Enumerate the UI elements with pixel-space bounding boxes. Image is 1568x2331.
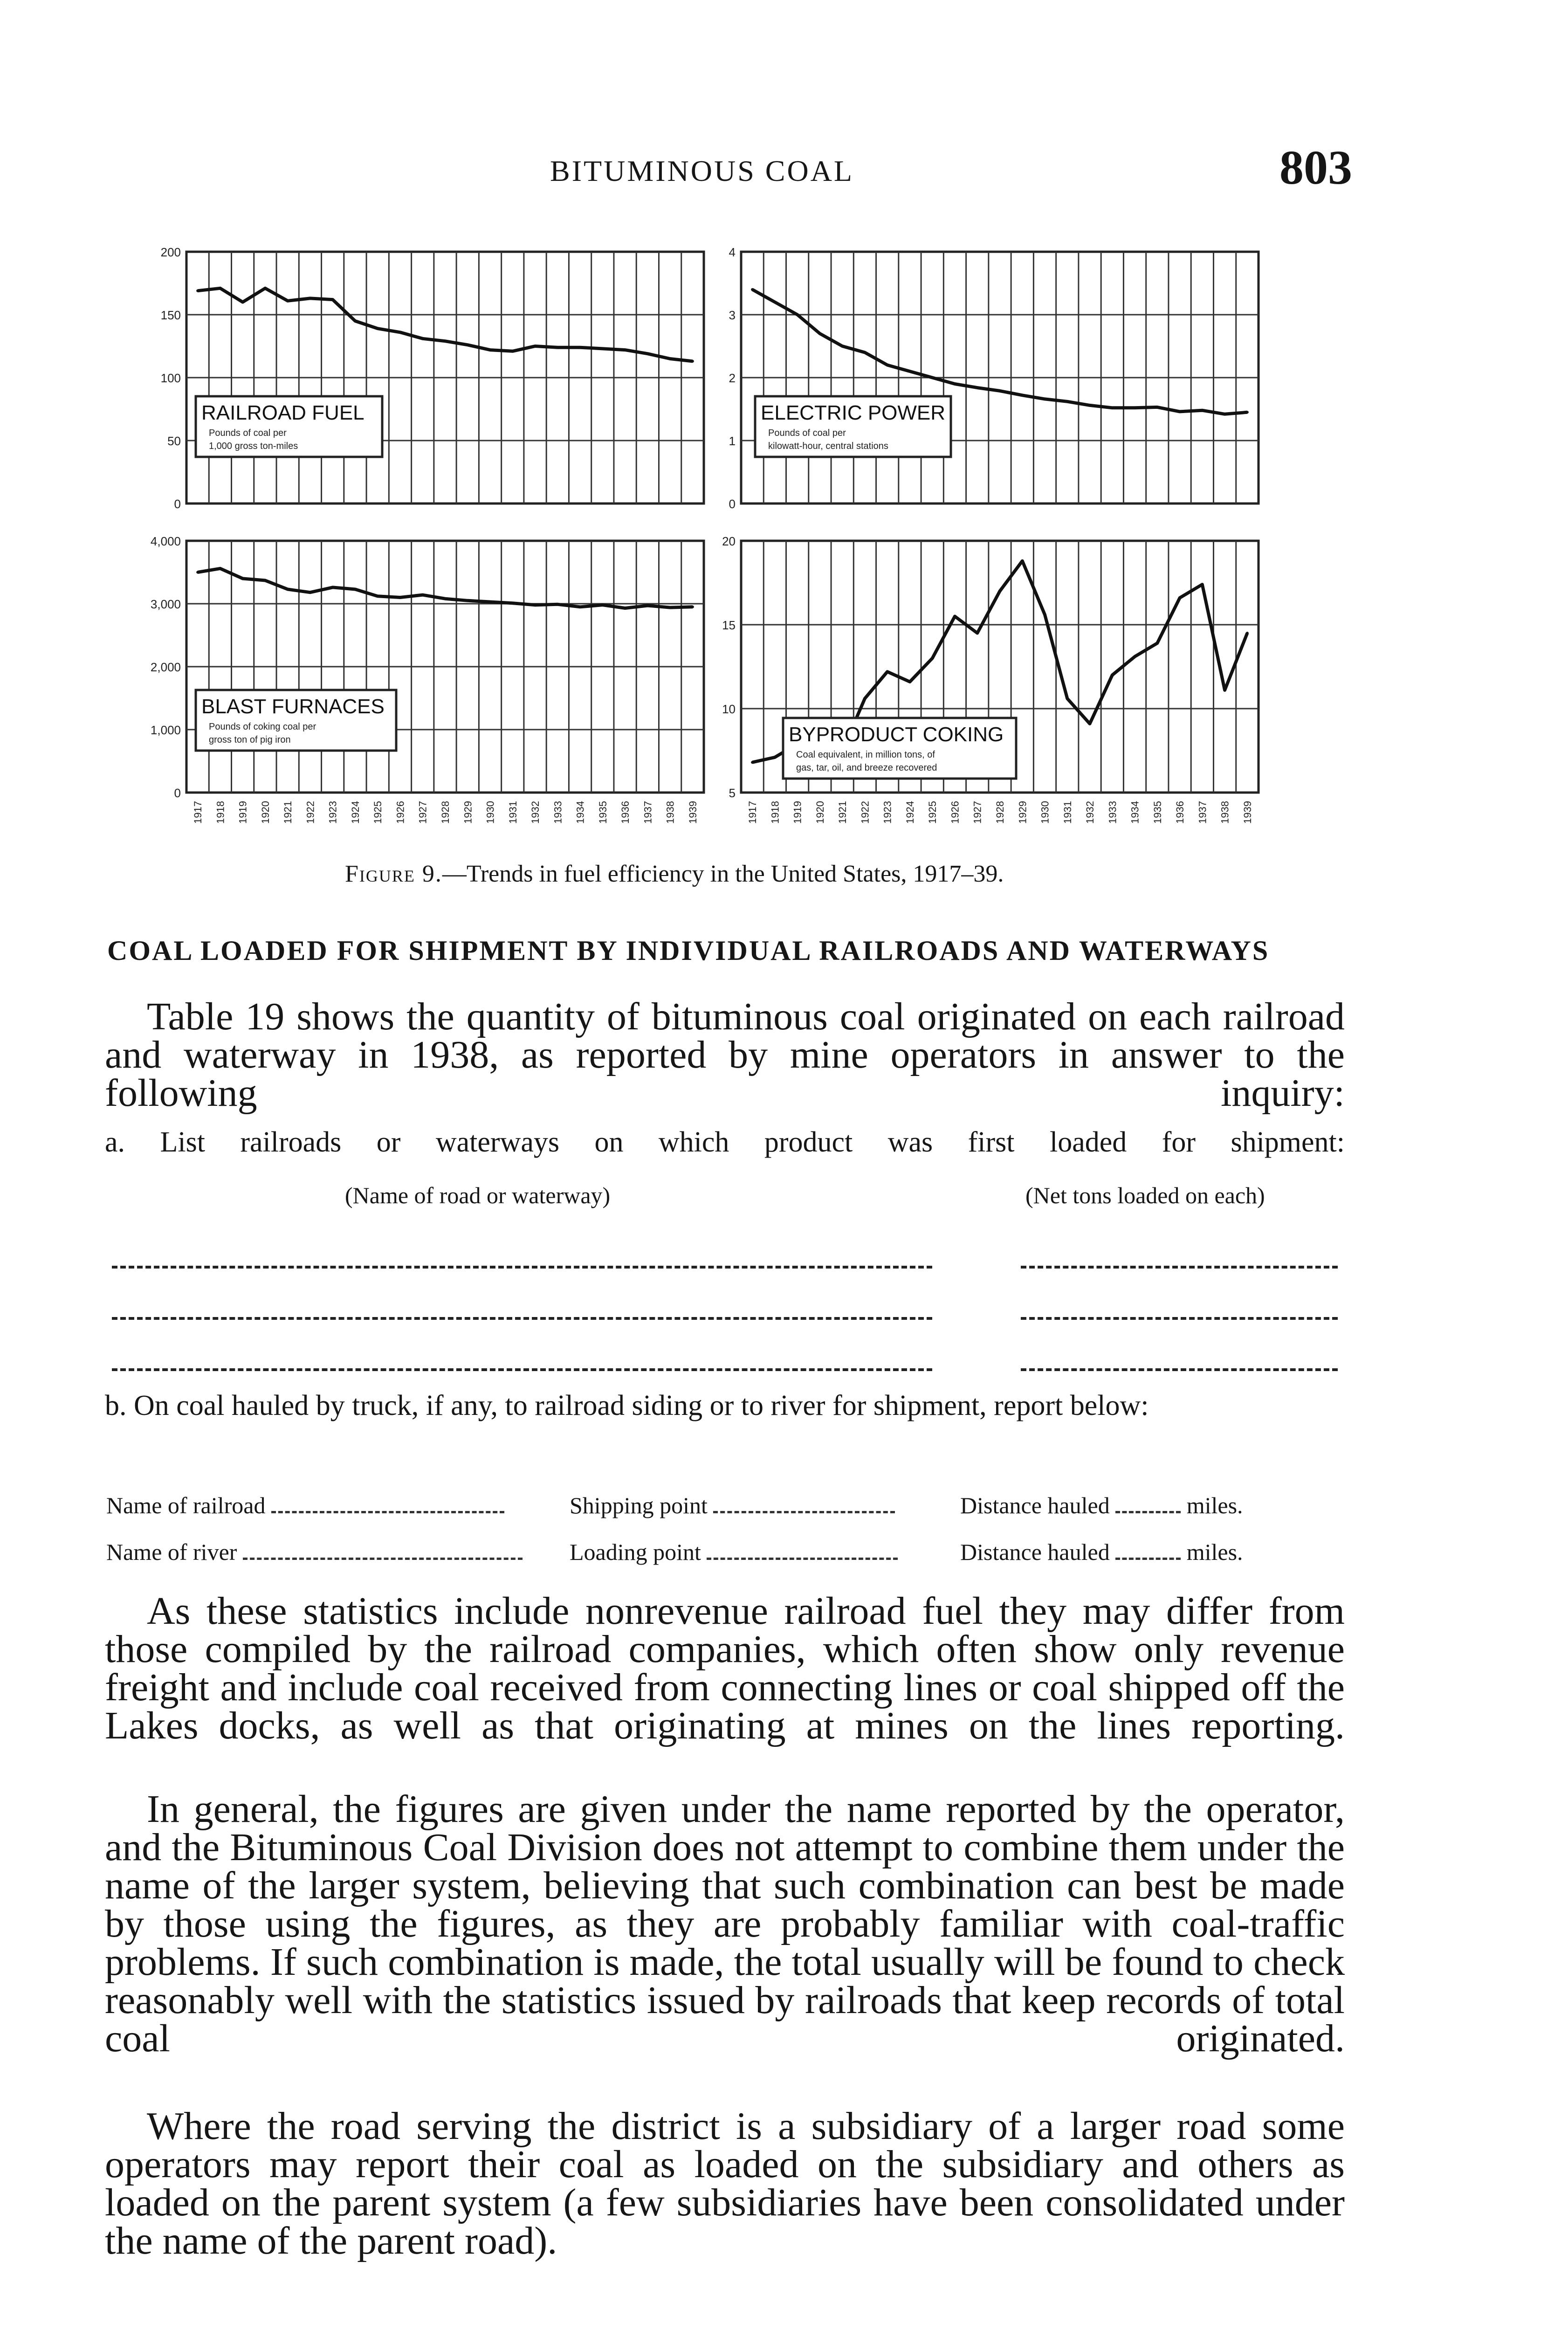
data-point <box>1201 583 1204 586</box>
x-tick-label: 1939 <box>1241 801 1253 824</box>
label-shipping-point: Shipping point <box>570 1492 708 1518</box>
y-tick-label: 15 <box>722 618 736 632</box>
data-point <box>863 697 866 700</box>
paragraph-subsidiary-text: Where the road serving the district is a subsidiary of a larger road some operators may report their coal as loaded on the subsidiary and others as loaded on the parent system (a few subsidiaries have been consolidated under the name of the parent road). <box>105 2104 1345 2262</box>
y-tick-label: 4,000 <box>150 534 181 548</box>
label-name-of-river: Name of river <box>106 1539 237 1565</box>
data-point <box>953 383 956 386</box>
data-point <box>624 349 626 352</box>
y-tick-label: 20 <box>722 534 736 548</box>
data-point <box>1088 404 1091 407</box>
paragraph-in-general-text: In general, the figures are given under the name reported by the operator, and the Bituminous Coal Division does not attempt to combine them under the name of the larger system, believing that such combination can best be made by those using the figures, as they are probably familiar with coal-traffic problems. If such combination is made, the total usually will be found to check reasonably well with the statistics issued by railroads that keep records of total coal originated. <box>105 1787 1345 2060</box>
panel-title: BYPRODUCT COKING <box>789 723 1004 746</box>
data-point <box>579 606 582 608</box>
form-row-2-loading <box>570 1538 898 1565</box>
data-point <box>264 579 267 582</box>
x-tick-label: 1928 <box>440 801 451 824</box>
data-point <box>1111 674 1114 676</box>
running-title: BITUMINOUS COAL <box>550 154 854 187</box>
y-tick-label: 1,000 <box>150 723 181 737</box>
label-loading-point: Loading point <box>570 1539 701 1565</box>
data-point <box>1246 411 1249 414</box>
x-tick-label: 1923 <box>327 801 339 824</box>
x-tick-label: 1939 <box>687 801 699 824</box>
panel-subtitle: Pounds of coal per <box>209 428 287 438</box>
x-tick-label: 1935 <box>597 801 609 824</box>
data-point <box>841 345 844 348</box>
data-point <box>1021 559 1024 562</box>
data-point <box>421 593 424 596</box>
data-point <box>376 327 379 330</box>
data-point <box>466 344 469 346</box>
data-point <box>556 346 559 349</box>
x-tick-label: 1927 <box>417 801 429 824</box>
panel-subtitle: Pounds of coking coal per <box>209 722 316 732</box>
data-point <box>309 297 311 300</box>
data-point <box>669 358 672 360</box>
series-line <box>198 568 693 608</box>
x-tick-label: 1933 <box>1107 801 1119 824</box>
inquiry-item-b: b. On coal hauled by truck, if any, to railroad siding or to river for shipment, report below: <box>105 1390 1149 1421</box>
section-heading: COAL LOADED FOR SHIPMENT BY INDIVIDUAL RAILROADS AND WATERWAYS <box>107 935 1270 966</box>
figure-caption-label: Figure 9. <box>345 861 442 887</box>
data-point <box>534 604 536 607</box>
data-point <box>444 340 447 343</box>
data-point <box>998 590 1001 593</box>
paragraph-nonrevenue-text: As these statistics include nonrevenue railroad fuel they may differ from those compiled by the railroad companies, which often show only revenue freight and include coal received from connecting lines or coal shipped off the Lakes docks, as well as that originating at mines on the lines reporting. <box>105 1589 1345 1747</box>
panel-title: RAILROAD FUEL <box>201 401 364 424</box>
x-tick-label: 1919 <box>791 801 804 824</box>
x-tick-label: 1937 <box>1197 801 1209 824</box>
data-point <box>976 386 979 389</box>
x-tick-label: 1921 <box>837 801 849 824</box>
data-point <box>1021 394 1024 397</box>
data-point <box>953 615 956 618</box>
data-point <box>998 389 1001 392</box>
data-point <box>1178 410 1181 413</box>
fuel-efficiency-figure <box>140 233 1324 839</box>
fill-line-tons-3 <box>1021 1368 1338 1371</box>
data-point <box>399 596 401 599</box>
data-point <box>1066 400 1069 403</box>
data-point <box>196 290 199 292</box>
x-tick-label: 1927 <box>971 801 983 824</box>
data-point <box>241 301 244 303</box>
label-miles-1: miles. <box>1186 1492 1243 1518</box>
x-tick-label: 1923 <box>881 801 894 824</box>
x-tick-label: 1922 <box>304 801 316 824</box>
data-point <box>601 347 604 350</box>
x-tick-label: 1936 <box>619 801 632 824</box>
x-tick-label: 1929 <box>462 801 474 824</box>
x-tick-label: 1932 <box>530 801 542 824</box>
data-point <box>1156 406 1159 408</box>
data-point <box>331 298 334 301</box>
column-label-road: (Name of road or waterway) <box>345 1182 611 1208</box>
x-tick-label: 1930 <box>1039 801 1051 824</box>
data-point <box>1201 409 1204 412</box>
data-point <box>219 287 221 290</box>
x-tick-label: 1926 <box>949 801 961 824</box>
x-tick-label: 1919 <box>237 801 249 824</box>
x-tick-label: 1932 <box>1084 801 1096 824</box>
data-point <box>1134 655 1136 658</box>
y-tick-label: 50 <box>167 434 181 448</box>
series-line <box>198 288 693 361</box>
data-point <box>751 761 754 764</box>
data-point <box>1111 407 1114 409</box>
data-point <box>534 345 536 348</box>
data-point <box>444 597 447 600</box>
x-tick-label: 1938 <box>664 801 676 824</box>
data-point <box>908 680 911 683</box>
data-point <box>556 603 559 606</box>
x-tick-label: 1925 <box>927 801 939 824</box>
data-point <box>863 351 866 354</box>
y-tick-label: 4 <box>729 245 736 259</box>
data-point <box>309 591 311 594</box>
x-tick-label: 1933 <box>552 801 564 824</box>
x-tick-label: 1934 <box>574 801 586 824</box>
paragraph-subsidiary <box>105 2104 1345 2262</box>
form-row-2-distance <box>960 1538 1243 1565</box>
data-point <box>354 320 357 323</box>
x-tick-label: 1928 <box>994 801 1006 824</box>
x-tick-label: 1922 <box>859 801 871 824</box>
data-point <box>264 287 267 290</box>
data-point <box>286 588 289 591</box>
y-tick-label: 1 <box>729 434 736 448</box>
data-point <box>931 376 934 379</box>
data-point <box>624 607 626 609</box>
data-point <box>751 288 754 291</box>
panel-subtitle: Pounds of coal per <box>768 428 846 438</box>
inquiry-item-a: a. List railroads or waterways on which product was first loaded for shipment: <box>105 1126 1345 1158</box>
x-tick-label: 1918 <box>214 801 227 824</box>
data-point <box>1134 407 1136 409</box>
y-tick-label: 3,000 <box>150 597 181 611</box>
data-point <box>908 370 911 373</box>
data-point <box>646 604 649 607</box>
data-point <box>354 588 357 591</box>
panel-subtitle: kilowatt-hour, central stations <box>768 441 888 451</box>
x-tick-label: 1921 <box>282 801 294 824</box>
fill-line-road-2 <box>112 1317 932 1320</box>
panel-title: BLAST FURNACES <box>201 695 385 718</box>
data-point <box>886 364 889 366</box>
data-point <box>1066 697 1069 700</box>
label-name-of-railroad: Name of railroad <box>106 1492 266 1518</box>
form-row-2 <box>106 1538 523 1565</box>
fill-line-tons-1 <box>1021 1266 1338 1269</box>
x-tick-label: 1934 <box>1129 801 1141 824</box>
data-point <box>691 360 694 363</box>
y-tick-label: 10 <box>722 702 736 716</box>
x-tick-label: 1926 <box>394 801 406 824</box>
form-row-1-shipping <box>570 1492 895 1519</box>
y-tick-label: 100 <box>160 371 181 385</box>
data-point <box>1044 613 1046 616</box>
y-tick-label: 150 <box>160 308 181 322</box>
y-tick-label: 2,000 <box>150 660 181 674</box>
panel-subtitle: 1,000 gross ton-miles <box>209 441 298 451</box>
data-point <box>646 352 649 355</box>
form-row-1 <box>106 1492 504 1519</box>
x-tick-label: 1918 <box>769 801 781 824</box>
x-tick-label: 1917 <box>192 801 204 824</box>
x-tick-label: 1917 <box>747 801 759 824</box>
data-point <box>511 602 514 605</box>
data-point <box>196 571 199 574</box>
data-point <box>579 346 582 349</box>
x-tick-label: 1930 <box>484 801 496 824</box>
data-point <box>511 350 514 352</box>
y-tick-label: 5 <box>729 786 736 800</box>
column-label-tons: (Net tons loaded on each) <box>1025 1182 1265 1208</box>
data-point <box>818 332 821 335</box>
data-point <box>886 670 889 673</box>
data-point <box>376 595 379 598</box>
panel-subtitle: gas, tar, oil, and breeze recovered <box>796 763 937 773</box>
x-tick-label: 1931 <box>1061 801 1073 824</box>
paragraph-in-general <box>105 1787 1345 2060</box>
data-point <box>1178 596 1181 599</box>
fill-line-road-3 <box>112 1368 932 1371</box>
paragraph-intro-text: Table 19 shows the quantity of bituminous coal originated on each railroad and waterway in 1938, as reported by mine operators in answer to the following inquiry: <box>105 995 1345 1115</box>
x-tick-label: 1935 <box>1151 801 1163 824</box>
data-point <box>331 586 334 589</box>
x-tick-label: 1937 <box>642 801 654 824</box>
data-point <box>1088 722 1091 725</box>
data-point <box>399 331 401 334</box>
data-point <box>976 632 979 634</box>
x-tick-label: 1924 <box>349 801 361 824</box>
panel-subtitle: Coal equivalent, in million tons, of <box>796 750 935 760</box>
y-tick-label: 0 <box>729 497 736 511</box>
data-point <box>1224 689 1226 691</box>
data-point <box>601 604 604 607</box>
x-tick-label: 1920 <box>814 801 826 824</box>
label-distance-hauled-1: Distance hauled <box>960 1492 1110 1518</box>
y-tick-label: 2 <box>729 371 736 385</box>
y-tick-label: 3 <box>729 308 736 322</box>
x-tick-label: 1920 <box>259 801 271 824</box>
x-tick-label: 1938 <box>1219 801 1231 824</box>
data-point <box>773 756 776 759</box>
data-point <box>466 599 469 602</box>
paragraph-intro <box>105 995 1345 1115</box>
data-point <box>796 313 799 316</box>
fill-line-tons-2 <box>1021 1317 1338 1320</box>
data-point <box>1156 642 1159 645</box>
data-point <box>773 301 776 303</box>
data-point <box>241 577 244 580</box>
x-tick-label: 1931 <box>507 801 519 824</box>
data-point <box>421 337 424 340</box>
data-point <box>669 606 672 609</box>
figure-caption <box>345 860 1004 888</box>
data-point <box>931 657 934 660</box>
data-point <box>691 606 694 608</box>
data-point <box>489 600 492 603</box>
figure-caption-text: —Trends in fuel efficiency in the United States, 1917–39. <box>442 861 1004 887</box>
fill-line-road-1 <box>112 1266 932 1269</box>
data-point <box>1224 413 1226 415</box>
data-point <box>1044 398 1046 400</box>
data-point <box>489 349 492 352</box>
form-row-1-distance <box>960 1492 1243 1519</box>
y-tick-label: 0 <box>174 497 181 511</box>
x-tick-label: 1925 <box>372 801 384 824</box>
x-tick-label: 1924 <box>904 801 916 824</box>
y-tick-label: 200 <box>160 245 181 259</box>
paragraph-nonrevenue <box>105 1589 1345 1747</box>
data-point <box>219 567 221 570</box>
x-tick-label: 1929 <box>1017 801 1029 824</box>
label-miles-2: miles. <box>1186 1539 1243 1565</box>
data-point <box>1246 632 1249 634</box>
page-number: 803 <box>1279 141 1352 194</box>
y-tick-label: 0 <box>174 786 181 800</box>
panel-subtitle: gross ton of pig iron <box>209 735 291 745</box>
label-distance-hauled-2: Distance hauled <box>960 1539 1110 1565</box>
panel-title: ELECTRIC POWER <box>761 401 946 424</box>
x-tick-label: 1936 <box>1174 801 1186 824</box>
data-point <box>286 299 289 302</box>
